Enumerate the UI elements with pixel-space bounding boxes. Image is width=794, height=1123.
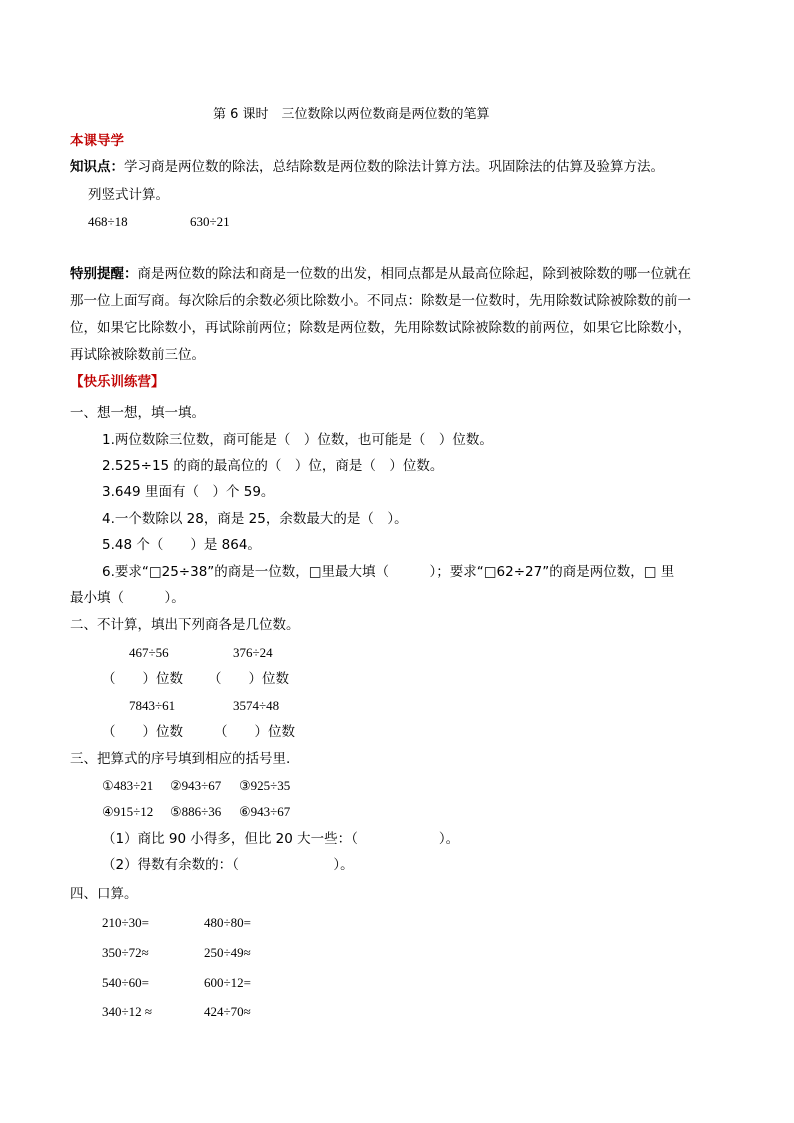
knowledge-label: 知识点： xyxy=(70,159,124,175)
page-title: 第 6 课时 三位数除以两位数商是两位数的笔算 xyxy=(213,107,490,122)
section3-expr-6: ⑥943÷67 xyxy=(239,804,291,819)
section4-calc-3: 350÷72≈ xyxy=(102,945,149,960)
section4-calc-6: 600÷12= xyxy=(204,975,251,990)
special-tip-label: 特别提醒： xyxy=(70,266,138,282)
section2-answer-1: （ ）位数 xyxy=(102,671,183,687)
section3-question-2: （2）得数有余数的：（ ）。 xyxy=(102,857,354,873)
section3-expr-5: ⑤886÷36 xyxy=(170,804,222,819)
section4-calc-2: 480÷80= xyxy=(204,915,251,930)
section3-heading: 三、把算式的序号填到相应的括号里. xyxy=(70,751,291,767)
section4-calc-5: 540÷60= xyxy=(102,975,149,990)
knowledge-text: 学习商是两位数的除法，总结除数是两位数的除法计算方法。巩固除法的估算及验算方法。 xyxy=(124,159,664,175)
practice-heading: 【快乐训练营】 xyxy=(70,374,165,390)
section4-calc-4: 250÷49≈ xyxy=(204,945,251,960)
section2-expr-1: 467÷56 xyxy=(129,645,169,660)
section1-item-5: 5.48 个（ ）是 864。 xyxy=(102,537,261,553)
section2-expr-4: 3574÷48 xyxy=(233,698,280,713)
section2-answer-2: （ ）位数 xyxy=(208,671,289,687)
section1-item-1: 1.两位数除三位数，商可能是（ ）位数，也可能是（ ）位数。 xyxy=(102,432,493,448)
section1-item-6: 6.要求“□25÷38”的商是一位数，□里最大填（ ）；要求“□62÷27”的商是两位数，□ 里 xyxy=(102,564,675,580)
special-tip-line-3: 位，如果它比除数小，再试除前两位；除数是两位数，先用除数试除被除数的前两位，如果它比除数小， xyxy=(70,320,691,336)
section4-calc-1: 210÷30= xyxy=(102,915,149,930)
section1-heading: 一、想一想，填一填。 xyxy=(70,405,205,421)
special-tip-line-1: 特别提醒：商是两位数的除法和商是一位数的出发，相同点都是从最高位除起，除到被除数的哪一位就在 xyxy=(70,266,691,282)
section3-expr-1: ①483÷21 xyxy=(102,778,154,793)
section1-item-4: 4.一个数除以 28，商是 25，余数最大的是（ ）。 xyxy=(102,511,408,527)
section4-calc-8: 424÷70≈ xyxy=(204,1004,251,1019)
section2-expr-3: 7843÷61 xyxy=(129,698,176,713)
section2-answer-4: （ ）位数 xyxy=(214,724,295,740)
section1-item-3: 3.649 里面有（ ）个 59。 xyxy=(102,484,275,500)
section2-heading: 二、不计算，填出下列商各是几位数。 xyxy=(70,617,300,633)
section3-expr-2: ②943÷67 xyxy=(170,778,222,793)
guide-heading: 本课导学 xyxy=(70,133,124,149)
section2-answer-3: （ ）位数 xyxy=(102,724,183,740)
special-tip-line-4: 再试除被除数前三位。 xyxy=(70,347,205,363)
section1-item-6-cont: 最小填（ ）。 xyxy=(70,590,185,606)
section2-expr-2: 376÷24 xyxy=(233,645,273,660)
section3-question-1: （1）商比 90 小得多，但比 20 大一些：（ ）。 xyxy=(102,831,460,847)
vertical-calc-problem-2: 630÷21 xyxy=(190,214,230,229)
vertical-calc-problem-1: 468÷18 xyxy=(88,214,128,229)
special-tip-line-2: 那一位上面写商。每次除后的余数必须比除数小。不同点：除数是一位数时，先用除数试除被除数的前一 xyxy=(70,293,691,309)
section4-heading: 四、口算。 xyxy=(70,886,138,902)
vertical-calc-instruction: 列竖式计算。 xyxy=(88,187,169,203)
section3-expr-4: ④915÷12 xyxy=(102,804,154,819)
section1-item-2: 2.525÷15 的商的最高位的（ ）位，商是（ ）位数。 xyxy=(102,458,444,474)
section3-expr-3: ③925÷35 xyxy=(239,778,291,793)
knowledge-point xyxy=(70,158,664,176)
section4-calc-7: 340÷12 ≈ xyxy=(102,1004,153,1019)
